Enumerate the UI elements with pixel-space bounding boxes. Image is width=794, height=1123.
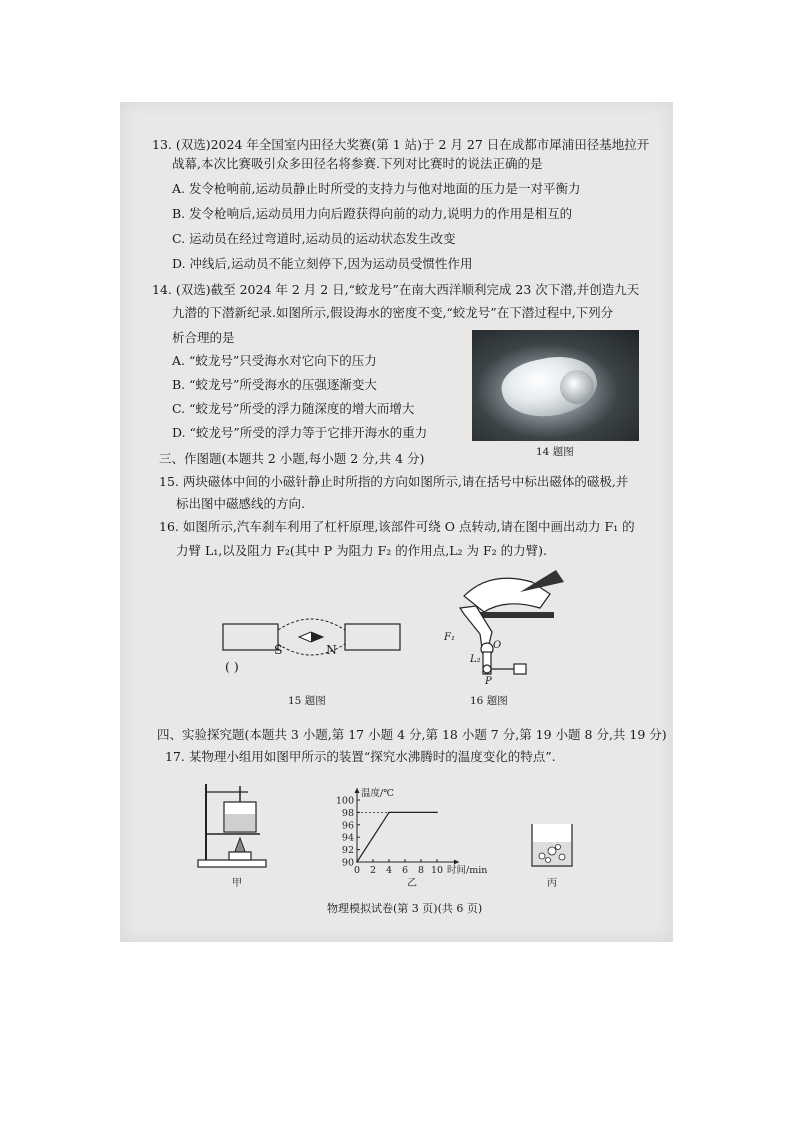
x-tick-label: 10: [430, 865, 444, 876]
fig15-s-label: S: [274, 642, 283, 657]
q13-line1: 13. (双选)2024 年全国室内田径大奖赛(第 1 站)于 2 月 27 日在成都市犀浦田径基地拉开: [152, 137, 650, 152]
q13-option-d: D. 冲线后,运动员不能立刻停下,因为运动员受惯性作用: [172, 256, 473, 271]
alcohol-lamp: [229, 852, 251, 860]
fig-jia-apparatus: [196, 782, 271, 870]
y-tick-label: 96: [341, 820, 354, 832]
q13-option-b: B. 发令枪响后,运动员用力向后蹬获得向前的动力,说明力的作用是相互的: [172, 206, 573, 221]
q13-option-a: A. 发令枪响前,运动员静止时所受的支持力与他对地面的压力是一对平衡力: [172, 181, 581, 196]
x-tick-label: 0: [353, 865, 361, 876]
fig16-f1-label: F₁: [444, 632, 455, 643]
section4-heading: 四、实验探究题(本题共 3 小题,第 17 小题 4 分,第 18 小题 7 分,第 19 小题 8 分,共 19 分): [157, 727, 667, 742]
beaker-water: [225, 814, 255, 831]
q14-option-a: A. “蛟龙号”只受海水对它向下的压力: [172, 353, 377, 368]
x-axis-label: 时间/min: [447, 865, 488, 876]
data-point: [356, 861, 358, 863]
data-point: [436, 812, 438, 814]
q14-option-c: C. “蛟龙号”所受的浮力随深度的增大而增大: [172, 401, 415, 416]
page-footer: 物理模拟试卷(第 3 页)(共 6 页): [327, 902, 483, 915]
fig-bing-beaker: [528, 820, 576, 870]
fig-yi-temperature-chart: [325, 782, 500, 882]
q14-option-b: B. “蛟龙号”所受海水的压强逐渐变大: [172, 377, 377, 392]
y-tick-label: 92: [341, 845, 354, 857]
q14-option-d: D. “蛟龙号”所受的浮力等于它排开海水的重力: [172, 425, 428, 440]
bubble: [556, 845, 561, 850]
fig15-magnets: [215, 612, 390, 672]
jiaolong-submarine-photo: [472, 330, 639, 441]
q14-line1: 14. (双选)截至 2024 年 2 月 2 日,“蛟龙号”在南大西洋顺利完成 23 次下潜,并创造九天: [152, 282, 640, 297]
x-axis-arrow: [454, 860, 459, 865]
y-tick-label: 100: [335, 795, 354, 807]
fig14-caption: 14 题图: [536, 446, 574, 458]
fig16-brake-lever: [432, 568, 582, 688]
y-axis-label: 温度/℃: [361, 788, 394, 799]
x-tick-label: 6: [401, 865, 409, 876]
fig15-bracket: ( ): [225, 659, 239, 674]
temperature-series-line: [357, 812, 437, 862]
q13-option-c: C. 运动员在经过弯道时,运动员的运动状态发生改变: [172, 231, 456, 246]
q16-line1: 16. 如图所示,汽车刹车利用了杠杆原理,该部件可绕 O 点转动,请在图中画出动力 F₁ 的: [159, 519, 635, 534]
rod-end: [514, 664, 526, 674]
y-tick-label: 98: [341, 807, 354, 819]
y-axis-arrow: [355, 788, 360, 793]
field-line-top: [278, 619, 345, 630]
section3-heading: 三、作图题(本题共 2 小题,每小题 2 分,共 4 分): [159, 451, 425, 466]
submarine-window: [560, 370, 594, 404]
fig-jia-label: 甲: [232, 878, 242, 889]
q13-line2: 战幕,本次比赛吸引众多田径名将参赛.下列对比赛时的说法正确的是: [172, 156, 543, 171]
fig-yi-label: 乙: [407, 878, 417, 889]
y-tick-label: 94: [341, 832, 354, 844]
base: [198, 860, 266, 867]
fig16-p-label: P: [485, 676, 492, 687]
bubble: [548, 847, 556, 855]
point-p-joint: [483, 665, 491, 673]
fig15-n-label: N: [326, 642, 337, 657]
compass-needle-dark-half: [311, 632, 323, 642]
bubble: [559, 854, 565, 860]
fig15-caption: 15 题图: [288, 695, 326, 707]
q15-line1: 15. 两块磁体中间的小磁针静止时所指的方向如图所示,请在括号中标出磁体的磁极,并: [159, 474, 629, 489]
bubble: [546, 858, 551, 863]
fig-bing-label: 丙: [547, 878, 557, 889]
q14-line3: 析合理的是: [172, 330, 235, 345]
x-tick-label: 2: [369, 865, 377, 876]
q16-line2: 力臂 L₁,以及阻力 F₂(其中 P 为阻力 F₂ 的作用点,L₂ 为 F₂ 的力臂).: [176, 543, 548, 558]
left-magnet: [223, 624, 278, 650]
q14-line2: 九潜的下潜新纪录.如图所示,假设海水的密度不变,“蛟龙号”在下潜过程中,下列分: [172, 305, 614, 320]
q15-line2: 标出图中磁感线的方向.: [176, 496, 305, 511]
data-point: [388, 812, 390, 814]
y-tick-label: 90: [341, 857, 354, 869]
x-tick-label: 8: [417, 865, 425, 876]
bubble: [539, 853, 545, 859]
fig16-caption: 16 题图: [470, 695, 508, 707]
q17-line1: 17. 某物理小组用如图甲所示的装置“探究水沸腾时的温度变化的特点”.: [165, 749, 556, 764]
fig16-l2-label: L₂: [470, 654, 481, 665]
fig16-o-label: O: [493, 640, 502, 651]
x-tick-label: 4: [385, 865, 393, 876]
